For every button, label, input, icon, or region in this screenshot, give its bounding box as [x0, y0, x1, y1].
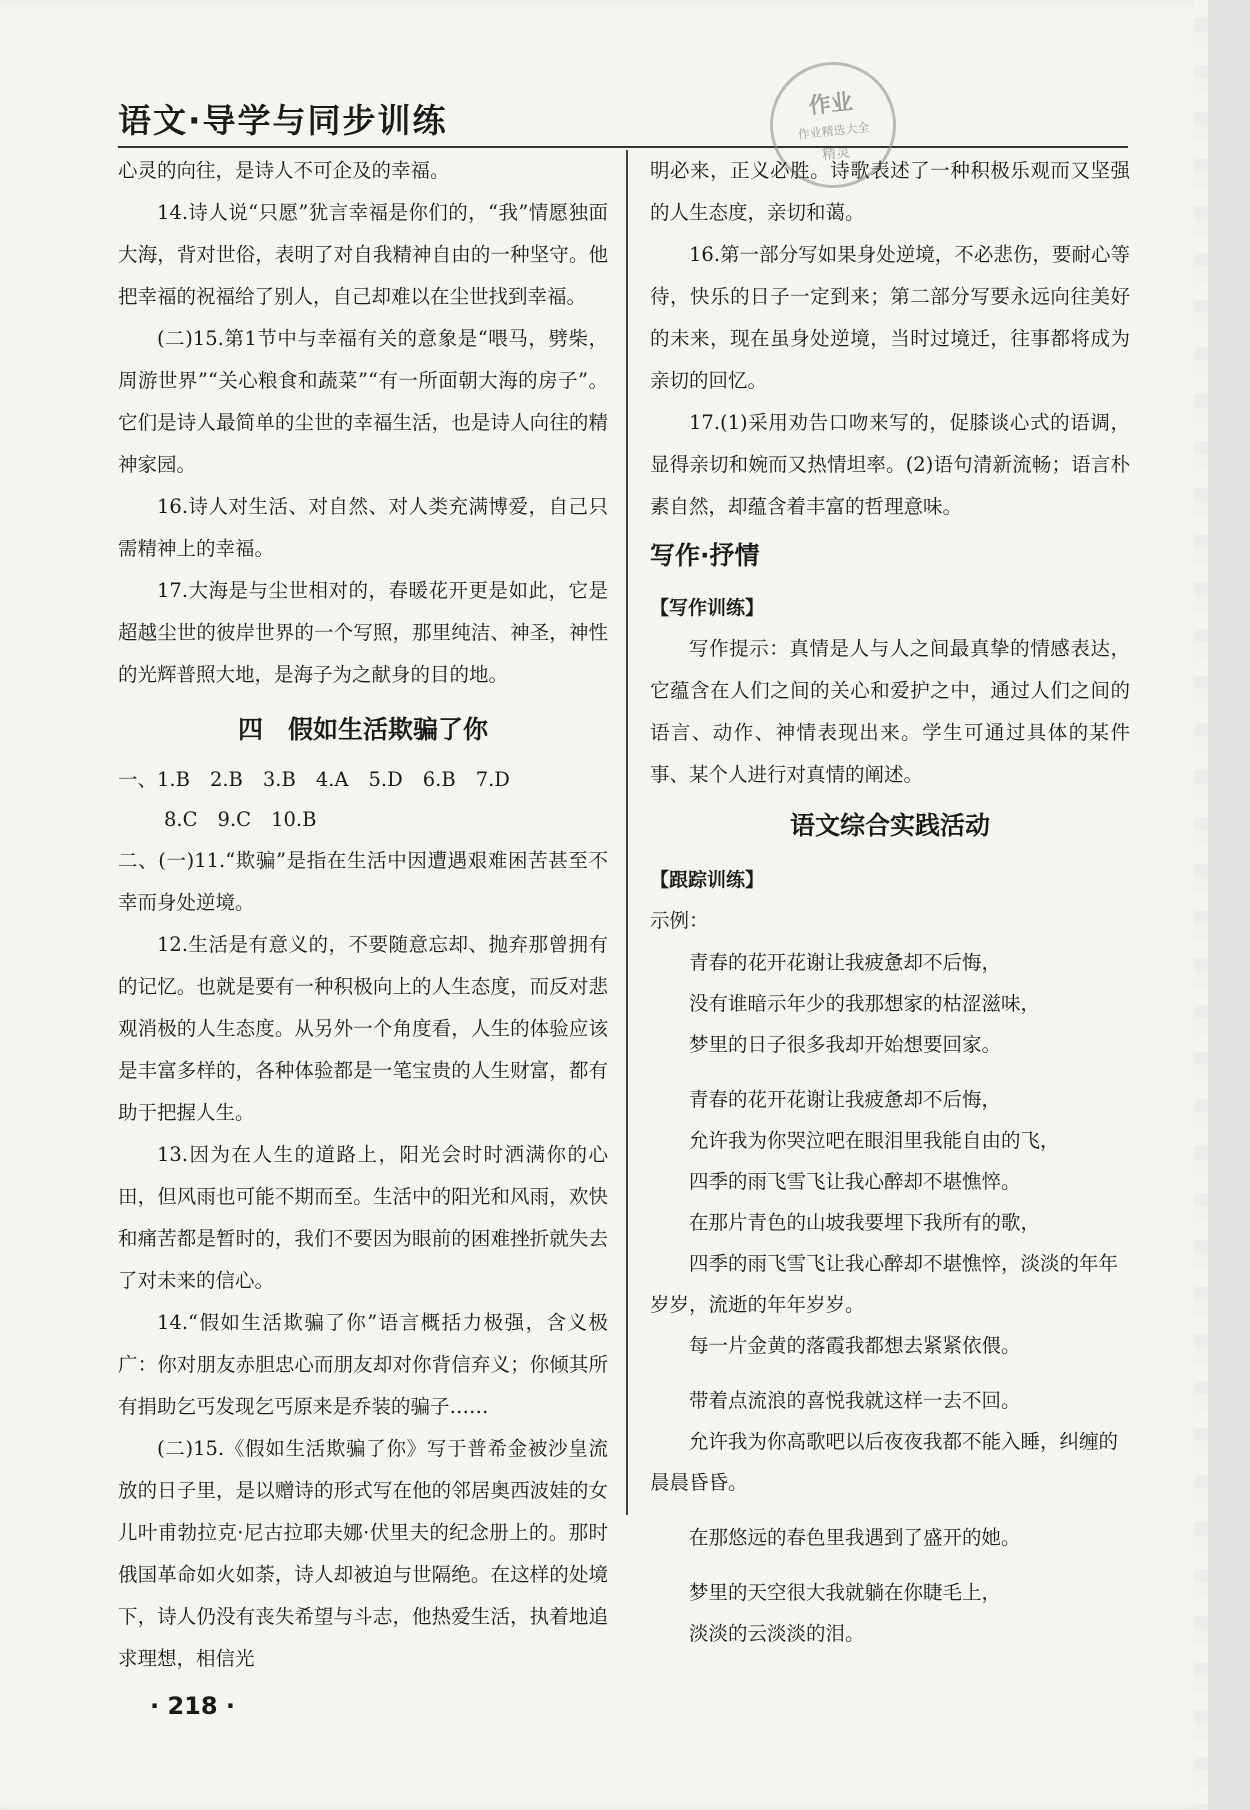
- answer-item: 6.B: [422, 768, 456, 791]
- answer-item: 3.B: [262, 768, 296, 791]
- answer-item: 7.D: [475, 768, 510, 791]
- poem-line: 带着点流浪的喜悦我就这样一去不回。: [689, 1389, 1021, 1412]
- left-paragraph: 17.大海是与尘世相对的，春暖花开更是如此，它是超越尘世的彼岸世界的一个写照，那里纯洁、神圣，神性的光辉普照大地，是海子为之献身的目的地。: [118, 579, 608, 686]
- poem-line: 青春的花开花谢让我疲惫却不后悔，: [689, 951, 1002, 974]
- poem-line: 在那悠远的春色里我遇到了盛开的她。: [689, 1526, 1021, 1549]
- right-paragraph: 17.(1)采用劝告口吻来写的，促膝谈心式的语调，显得亲切和婉而又热情坦率。(2)语句清新流畅；语言朴素自然，却蕴含着丰富的哲理意味。: [650, 411, 1130, 518]
- left-paragraph: 12.生活是有意义的，不要随意忘却、抛弃那曾拥有的记忆。也就是要有一种积极向上的人生态度，而反对悲观消极的人生态度。从另外一个角度看，人生的体验应该是丰富多样的，各种体验都是一笔宝贵的人生财富，都有助于把握人生。: [118, 933, 608, 1124]
- torn-page-edge: [1200, 0, 1250, 1810]
- tracking-training-label: 【跟踪训练】: [650, 869, 765, 891]
- page-number: · 218 ·: [150, 1692, 236, 1720]
- left-paragraph: 心灵的向往，是诗人不可企及的幸福。: [118, 159, 450, 182]
- poem-line: 四季的雨飞雪飞让我心醉却不堪憔悴，淡淡的年年岁岁，流逝的年年岁岁。: [650, 1252, 1119, 1316]
- running-head-title: 语文·导学与同步训练: [118, 101, 448, 140]
- poem-line: 梦里的天空很大我就躺在你睫毛上，: [689, 1581, 1002, 1604]
- left-paragraph: 16.诗人对生活、对自然、对人类充满博爱，自己只需精神上的幸福。: [118, 495, 608, 560]
- answer-item: 9.C: [217, 808, 252, 831]
- answer-row: [118, 800, 608, 840]
- answer-row: [118, 760, 608, 800]
- lesson-title: 四 假如生活欺骗了你: [237, 715, 488, 744]
- right-column: [650, 150, 1130, 1668]
- activity-section-title: 语文综合实践活动: [789, 811, 990, 840]
- left-paragraph: 14.诗人说“只愿”犹言幸福是你们的，“我”情愿独面大海，背对世俗，表明了对自我精神自由的一种坚守。他把幸福的祝福给了别人，自己却难以在尘世找到幸福。: [118, 201, 608, 308]
- poem-stanza: [650, 1572, 1130, 1654]
- poem-stanza: [650, 1380, 1130, 1503]
- poem-line: 淡淡的云淡淡的泪。: [689, 1622, 865, 1645]
- poem-line: 青春的花开花谢让我疲惫却不后悔，: [689, 1088, 1002, 1111]
- left-column: [118, 150, 608, 1680]
- poem-line: 四季的雨飞雪飞让我心醉却不堪憔悴。: [689, 1170, 1021, 1193]
- poem-line: 每一片金黄的落霞我都想去紧紧依偎。: [689, 1334, 1021, 1357]
- left-paragraph: 二、(一)11.“欺骗”是指在生活中因遭遇艰难困苦甚至不幸而身处逆境。: [118, 849, 608, 914]
- left-paragraph: (二)15.《假如生活欺骗了你》写于普希金被沙皇流放的日子里，是以赠诗的形式写在他的邻居奥西波娃的女儿叶甫勃拉克·尼古拉耶夫娜·伏里夫的纪念册上的。那时俄国革命如火如荼，诗人却被迫与世隔绝。在这样的处境下，诗人仍没有丧失希望与斗志，他热爱生活，执着地追求理想，相信光: [118, 1437, 608, 1670]
- poem-line: 在那片青色的山坡我要埋下我所有的歌，: [689, 1211, 1041, 1234]
- answer-item: 10.B: [271, 808, 317, 831]
- stamp-line1: 作业: [807, 89, 855, 120]
- column-divider: [626, 150, 628, 1515]
- answer-item: 2.B: [209, 768, 243, 791]
- writing-training-label: 【写作训练】: [650, 597, 765, 619]
- answer-item: 5.D: [368, 768, 403, 791]
- stamp-line2: 作业精选大全: [797, 120, 871, 142]
- poem-line: 没有谁暗示年少的我那想家的枯涩滋味，: [689, 992, 1041, 1015]
- poem-line: 梦里的日子很多我却开始想要回家。: [689, 1033, 1002, 1056]
- poem-line: 允许我为你高歌吧以后夜夜我都不能入睡，纠缠的晨晨昏昏。: [650, 1430, 1119, 1494]
- right-paragraph: 16.第一部分写如果身处逆境，不必悲伤，要耐心等待，快乐的日子一定到来；第二部分写要永远向往美好的未来，现在虽身处逆境，当时过境迁，往事都将成为亲切的回忆。: [650, 243, 1130, 392]
- example-label: 示例：: [650, 909, 709, 932]
- header-rule: [118, 146, 1128, 148]
- poem-stanza: [650, 1079, 1130, 1366]
- answer-item: 8.C: [164, 808, 198, 831]
- answer-item: 4.A: [315, 768, 349, 791]
- answer-item: 一、1.B: [118, 768, 190, 791]
- right-paragraph: 明必来，正义必胜。诗歌表述了一种积极乐观而又坚强的人生态度，亲切和蔼。: [650, 159, 1130, 224]
- poem-line: 允许我为你哭泣吧在眼泪里我能自由的飞，: [689, 1129, 1060, 1152]
- left-paragraph: (二)15.第1节中与幸福有关的意象是“喂马，劈柴，周游世界”“关心粮食和蔬菜”“有一所面朝大海的房子”。它们是诗人最简单的尘世的幸福生活，也是诗人向往的精神家园。: [118, 327, 608, 476]
- stamp-line3: 精灵: [821, 144, 851, 164]
- writing-section-title: 写作·抒情: [650, 541, 760, 570]
- poem-stanza: [650, 942, 1130, 1065]
- poem-stanza: [650, 1517, 1130, 1558]
- left-paragraph: 13.因为在人生的道路上，阳光会时时洒满你的心田，但风雨也可能不期而至。生活中的阳光和风雨，欢快和痛苦都是暂时的，我们不要因为眼前的困难挫折就失去了对未来的信心。: [118, 1143, 608, 1292]
- left-paragraph: 14.“假如生活欺骗了你”语言概括力极强，含义极广：你对朋友赤胆忠心而朋友却对你背信弃义；你倾其所有捐助乞丐发现乞丐原来是乔装的骗子……: [118, 1311, 608, 1418]
- writing-prompt: 写作提示：真情是人与人之间最真挚的情感表达，它蕴含在人们之间的关心和爱护之中，通过人们之间的语言、动作、神情表现出来。学生可通过具体的某件事、某个人进行对真情的阐述。: [650, 637, 1130, 786]
